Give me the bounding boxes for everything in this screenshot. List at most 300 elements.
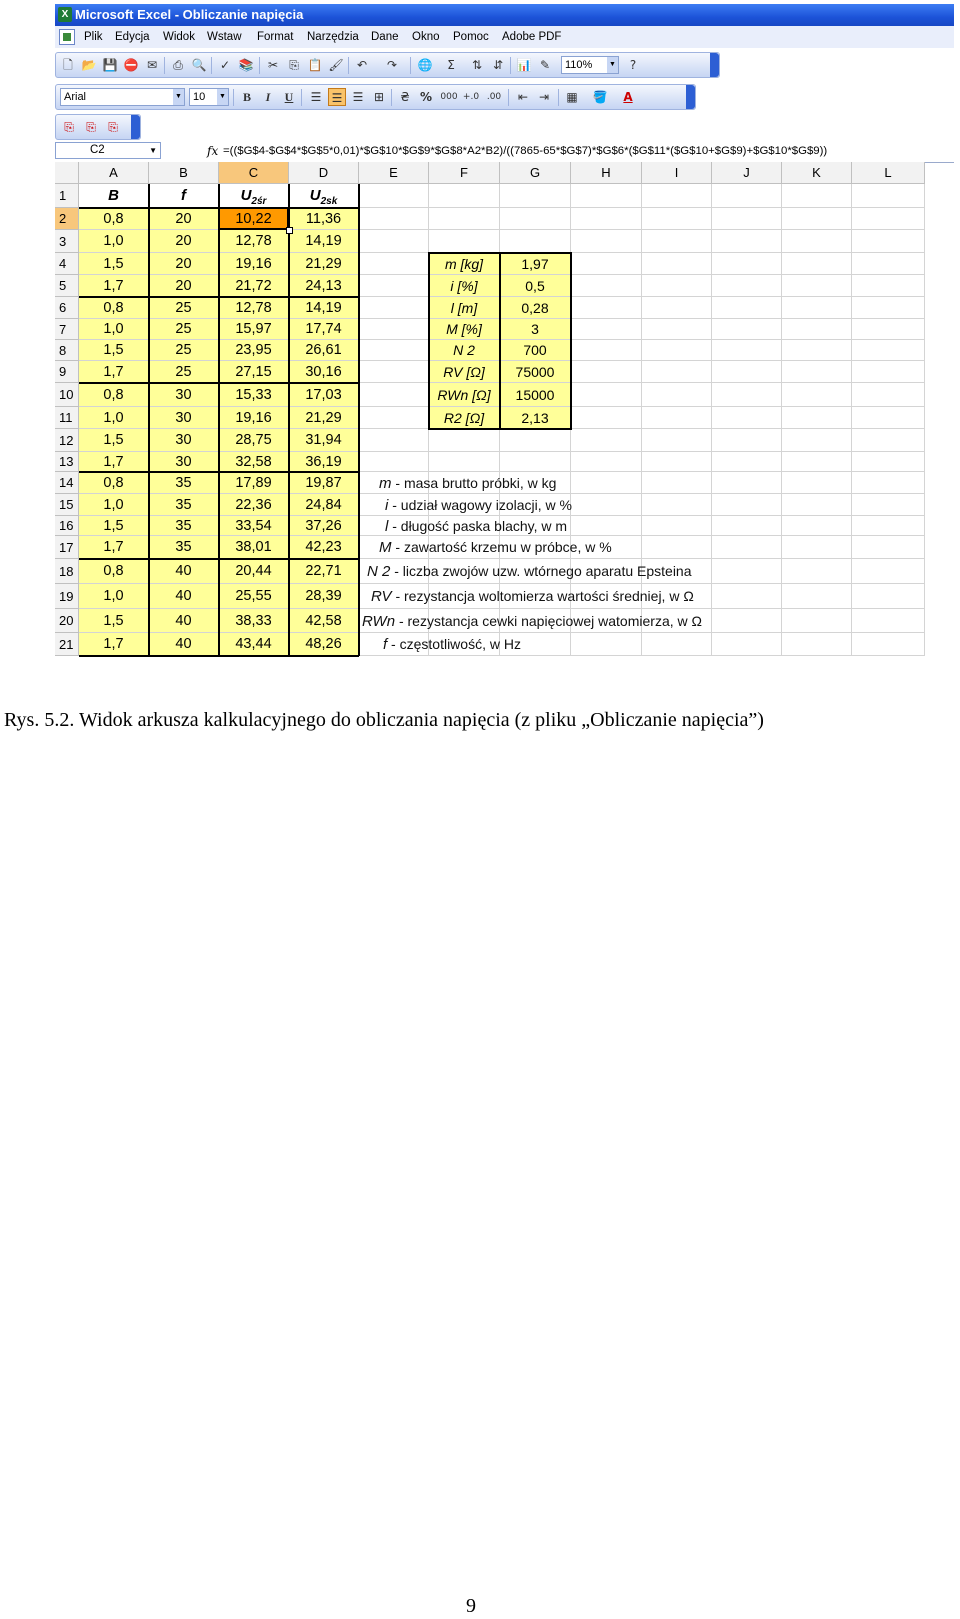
empty-cell[interactable] <box>712 383 782 407</box>
empty-cell[interactable] <box>782 383 852 407</box>
table-cell[interactable]: 25 <box>149 361 219 383</box>
empty-cell[interactable] <box>782 208 852 230</box>
chevron-down-icon[interactable]: ▼ <box>217 89 228 105</box>
align-center-icon[interactable]: ☰ <box>328 88 346 106</box>
empty-cell[interactable] <box>571 275 642 297</box>
table-cell[interactable]: 21,29 <box>289 407 359 429</box>
empty-cell[interactable] <box>712 584 782 609</box>
empty-cell[interactable] <box>642 253 712 275</box>
drawing-icon[interactable]: ✎ <box>539 58 551 72</box>
font-color-icon[interactable]: A <box>623 90 633 104</box>
empty-cell[interactable] <box>571 230 642 253</box>
redo-icon[interactable]: ↷ <box>386 58 398 72</box>
table-cell[interactable]: 31,94 <box>289 429 359 452</box>
fill-color-icon[interactable]: 🪣 <box>592 90 608 104</box>
column-header-F[interactable]: F <box>429 162 500 184</box>
table-cell[interactable]: 15,33 <box>219 383 289 407</box>
table-cell[interactable]: 0,8 <box>79 297 149 319</box>
table-cell[interactable]: 25 <box>149 319 219 340</box>
table-cell[interactable]: 20 <box>149 275 219 297</box>
empty-cell[interactable] <box>782 184 852 208</box>
empty-cell[interactable] <box>642 633 712 656</box>
empty-cell[interactable] <box>571 633 642 656</box>
table-cell[interactable]: 22,71 <box>289 559 359 584</box>
empty-cell[interactable] <box>852 429 925 452</box>
empty-cell[interactable] <box>852 407 925 429</box>
autosum-icon[interactable]: Σ <box>447 58 455 72</box>
thousands-button[interactable]: 000 <box>440 92 458 102</box>
empty-cell[interactable] <box>712 253 782 275</box>
empty-cell[interactable] <box>642 494 712 516</box>
empty-cell[interactable] <box>642 184 712 208</box>
font-size-select[interactable] <box>189 88 229 106</box>
empty-cell[interactable] <box>359 184 429 208</box>
table-cell[interactable]: 0,8 <box>79 472 149 494</box>
empty-cell[interactable] <box>642 383 712 407</box>
column-header-D[interactable]: D <box>289 162 359 184</box>
empty-cell[interactable] <box>782 516 852 536</box>
table-cell[interactable]: 40 <box>149 584 219 609</box>
empty-cell[interactable] <box>642 208 712 230</box>
empty-cell[interactable] <box>571 472 642 494</box>
empty-cell[interactable] <box>782 609 852 633</box>
formula-input[interactable]: =(($G$4-$G$4*$G$5*0,01)*$G$10*$G$9*$G$8*A2*B2)/((7865-65*$G$7)*$G$6*($G$11*($G$10+$G$9)+$G$10*$G$9)) <box>223 145 828 157</box>
pdf-email-icon[interactable]: ⎘ <box>86 120 96 134</box>
menu-item-1[interactable]: Edycja <box>115 31 150 43</box>
empty-cell[interactable] <box>782 297 852 319</box>
empty-cell[interactable] <box>852 609 925 633</box>
empty-cell[interactable] <box>642 230 712 253</box>
empty-cell[interactable] <box>571 407 642 429</box>
table-cell[interactable]: 40 <box>149 559 219 584</box>
empty-cell[interactable] <box>782 536 852 559</box>
row-header-11[interactable]: 11 <box>55 407 79 429</box>
table-cell[interactable]: 24,13 <box>289 275 359 297</box>
empty-cell[interactable] <box>500 230 571 253</box>
table-cell[interactable]: 43,44 <box>219 633 289 656</box>
menu-item-6[interactable]: Dane <box>371 31 399 43</box>
table-cell[interactable]: 35 <box>149 472 219 494</box>
table-cell[interactable]: 1,0 <box>79 230 149 253</box>
row-header-20[interactable]: 20 <box>55 609 79 633</box>
empty-cell[interactable] <box>571 429 642 452</box>
empty-cell[interactable] <box>642 297 712 319</box>
table-cell[interactable]: 33,54 <box>219 516 289 536</box>
table-cell[interactable]: 36,19 <box>289 452 359 472</box>
increase-decimal-icon[interactable]: +.0 <box>462 92 480 102</box>
empty-cell[interactable] <box>712 407 782 429</box>
empty-cell[interactable] <box>712 472 782 494</box>
table-header-cell[interactable]: B <box>79 184 149 208</box>
empty-cell[interactable] <box>359 429 429 452</box>
empty-cell[interactable] <box>359 361 429 383</box>
table-cell[interactable]: 1,5 <box>79 253 149 275</box>
fill-handle[interactable] <box>286 227 293 234</box>
table-cell[interactable]: 1,0 <box>79 407 149 429</box>
param-value[interactable]: 3 <box>500 319 571 340</box>
empty-cell[interactable] <box>852 452 925 472</box>
empty-cell[interactable] <box>500 208 571 230</box>
table-header-cell[interactable] <box>289 184 359 208</box>
table-cell[interactable]: 25 <box>149 340 219 361</box>
table-cell[interactable]: 1,5 <box>79 340 149 361</box>
row-header-8[interactable]: 8 <box>55 340 79 361</box>
table-cell[interactable]: 1,7 <box>79 536 149 559</box>
empty-cell[interactable] <box>712 184 782 208</box>
italic-button[interactable]: I <box>265 90 271 104</box>
increase-indent-icon[interactable]: ⇥ <box>538 90 550 104</box>
table-cell[interactable]: 0,8 <box>79 208 149 230</box>
empty-cell[interactable] <box>852 494 925 516</box>
merge-center-icon[interactable]: ⊞ <box>373 90 385 104</box>
bold-button[interactable]: B <box>242 90 251 104</box>
table-cell[interactable]: 12,78 <box>219 297 289 319</box>
empty-cell[interactable] <box>852 383 925 407</box>
table-cell[interactable]: 19,87 <box>289 472 359 494</box>
empty-cell[interactable] <box>500 184 571 208</box>
table-cell[interactable]: 20 <box>149 208 219 230</box>
empty-cell[interactable] <box>642 536 712 559</box>
empty-cell[interactable] <box>712 208 782 230</box>
table-cell[interactable]: 35 <box>149 494 219 516</box>
table-cell[interactable]: 15,97 <box>219 319 289 340</box>
row-header-13[interactable]: 13 <box>55 452 79 472</box>
empty-cell[interactable] <box>359 275 429 297</box>
empty-cell[interactable] <box>712 516 782 536</box>
format-painter-icon[interactable]: 🖌 <box>328 58 344 72</box>
column-header-C[interactable]: C <box>219 162 289 184</box>
param-value[interactable]: 75000 <box>500 361 571 383</box>
menu-item-4[interactable]: Format <box>257 31 294 43</box>
menu-item-3[interactable]: Wstaw <box>207 31 242 43</box>
table-cell[interactable]: 17,74 <box>289 319 359 340</box>
empty-cell[interactable] <box>712 494 782 516</box>
empty-cell[interactable] <box>782 340 852 361</box>
empty-cell[interactable] <box>712 452 782 472</box>
param-value[interactable]: 700 <box>500 340 571 361</box>
empty-cell[interactable] <box>359 407 429 429</box>
empty-cell[interactable] <box>571 253 642 275</box>
table-cell[interactable]: 38,33 <box>219 609 289 633</box>
empty-cell[interactable] <box>429 208 500 230</box>
empty-cell[interactable] <box>642 361 712 383</box>
empty-cell[interactable] <box>782 253 852 275</box>
empty-cell[interactable] <box>642 407 712 429</box>
table-cell[interactable]: 0,8 <box>79 383 149 407</box>
empty-cell[interactable] <box>712 297 782 319</box>
empty-cell[interactable] <box>571 494 642 516</box>
empty-cell[interactable] <box>500 429 571 452</box>
underline-button[interactable]: U <box>284 90 294 104</box>
table-cell[interactable]: 40 <box>149 633 219 656</box>
row-header-4[interactable]: 4 <box>55 253 79 275</box>
table-cell[interactable]: 22,36 <box>219 494 289 516</box>
menu-item-5[interactable]: Narzędzia <box>307 31 359 43</box>
table-cell[interactable]: 42,23 <box>289 536 359 559</box>
empty-cell[interactable] <box>500 452 571 472</box>
table-cell[interactable]: 32,58 <box>219 452 289 472</box>
column-header-H[interactable]: H <box>571 162 642 184</box>
table-cell[interactable]: 28,39 <box>289 584 359 609</box>
chevron-down-icon[interactable]: ▼ <box>149 146 157 155</box>
empty-cell[interactable] <box>852 208 925 230</box>
borders-icon[interactable]: ▦ <box>566 90 578 104</box>
table-cell[interactable]: 26,61 <box>289 340 359 361</box>
empty-cell[interactable] <box>852 584 925 609</box>
row-header-21[interactable]: 21 <box>55 633 79 656</box>
chevron-down-icon[interactable]: ▼ <box>173 89 184 105</box>
table-cell[interactable]: 25,55 <box>219 584 289 609</box>
empty-cell[interactable] <box>712 559 782 584</box>
table-cell[interactable]: 30,16 <box>289 361 359 383</box>
empty-cell[interactable] <box>782 584 852 609</box>
table-cell[interactable]: 10,22 <box>219 208 289 230</box>
row-header-18[interactable]: 18 <box>55 559 79 584</box>
table-cell[interactable]: 40 <box>149 609 219 633</box>
menu-item-8[interactable]: Pomoc <box>453 31 489 43</box>
help-icon[interactable]: ? <box>629 58 637 72</box>
param-value[interactable]: 15000 <box>500 383 571 407</box>
table-cell[interactable]: 42,58 <box>289 609 359 633</box>
row-header-10[interactable]: 10 <box>55 383 79 407</box>
empty-cell[interactable] <box>359 319 429 340</box>
empty-cell[interactable] <box>571 516 642 536</box>
empty-cell[interactable] <box>782 361 852 383</box>
row-header-3[interactable]: 3 <box>55 230 79 253</box>
empty-cell[interactable] <box>852 297 925 319</box>
table-cell[interactable]: 1,0 <box>79 584 149 609</box>
save-icon[interactable]: 💾 <box>102 58 118 72</box>
empty-cell[interactable] <box>782 275 852 297</box>
param-value[interactable]: 1,97 <box>500 253 571 275</box>
empty-cell[interactable] <box>359 297 429 319</box>
empty-cell[interactable] <box>852 319 925 340</box>
empty-cell[interactable] <box>712 361 782 383</box>
empty-cell[interactable] <box>571 340 642 361</box>
table-cell[interactable]: 1,5 <box>79 429 149 452</box>
param-value[interactable]: 0,28 <box>500 297 571 319</box>
empty-cell[interactable] <box>782 559 852 584</box>
empty-cell[interactable] <box>712 429 782 452</box>
empty-cell[interactable] <box>852 472 925 494</box>
table-cell[interactable]: 17,89 <box>219 472 289 494</box>
table-cell[interactable]: 14,19 <box>289 230 359 253</box>
empty-cell[interactable] <box>852 253 925 275</box>
toolbar-options-icon[interactable] <box>710 53 719 77</box>
param-value[interactable]: 2,13 <box>500 407 571 429</box>
empty-cell[interactable] <box>852 633 925 656</box>
column-header-L[interactable]: L <box>852 162 925 184</box>
table-cell[interactable]: 1,7 <box>79 275 149 297</box>
insert-function-icon[interactable]: fx <box>207 144 219 158</box>
empty-cell[interactable] <box>429 184 500 208</box>
table-cell[interactable]: 1,7 <box>79 452 149 472</box>
empty-cell[interactable] <box>429 452 500 472</box>
param-label[interactable]: m [kg] <box>429 253 500 275</box>
table-cell[interactable]: 23,95 <box>219 340 289 361</box>
table-cell[interactable]: 37,26 <box>289 516 359 536</box>
table-cell[interactable]: 20 <box>149 253 219 275</box>
empty-cell[interactable] <box>852 340 925 361</box>
row-header-15[interactable]: 15 <box>55 494 79 516</box>
table-cell[interactable]: 1,7 <box>79 633 149 656</box>
table-header-cell[interactable] <box>219 184 289 208</box>
table-cell[interactable]: 20 <box>149 230 219 253</box>
table-cell[interactable]: 17,03 <box>289 383 359 407</box>
new-document-icon[interactable]: 🗋 <box>63 58 73 72</box>
column-header-B[interactable]: B <box>149 162 219 184</box>
empty-cell[interactable] <box>571 383 642 407</box>
param-label[interactable]: R2 [Ω] <box>429 407 500 429</box>
empty-cell[interactable] <box>782 230 852 253</box>
table-cell[interactable]: 20,44 <box>219 559 289 584</box>
chevron-down-icon[interactable]: ▼ <box>607 57 618 73</box>
email-icon[interactable]: ✉ <box>146 58 158 72</box>
table-cell[interactable]: 14,19 <box>289 297 359 319</box>
empty-cell[interactable] <box>712 275 782 297</box>
toolbar-options-icon[interactable] <box>131 115 140 139</box>
open-folder-icon[interactable]: 📂 <box>81 58 97 72</box>
empty-cell[interactable] <box>571 319 642 340</box>
align-left-icon[interactable]: ☰ <box>310 90 322 104</box>
column-header-E[interactable]: E <box>359 162 429 184</box>
empty-cell[interactable] <box>359 383 429 407</box>
table-cell[interactable]: 21,72 <box>219 275 289 297</box>
row-header-1[interactable]: 1 <box>55 184 79 208</box>
chart-wizard-icon[interactable]: 📊 <box>516 58 532 72</box>
table-cell[interactable]: 30 <box>149 452 219 472</box>
empty-cell[interactable] <box>712 633 782 656</box>
pdf-review-icon[interactable]: ⎘ <box>108 120 118 134</box>
table-cell[interactable]: 1,5 <box>79 609 149 633</box>
empty-cell[interactable] <box>642 516 712 536</box>
cut-icon[interactable]: ✂ <box>267 58 279 72</box>
document-icon[interactable] <box>59 29 75 45</box>
empty-cell[interactable] <box>782 429 852 452</box>
table-cell[interactable]: 35 <box>149 516 219 536</box>
table-cell[interactable]: 28,75 <box>219 429 289 452</box>
table-cell[interactable]: 30 <box>149 407 219 429</box>
table-cell[interactable]: 11,36 <box>289 208 359 230</box>
table-cell[interactable]: 19,16 <box>219 407 289 429</box>
empty-cell[interactable] <box>852 559 925 584</box>
row-header-14[interactable]: 14 <box>55 472 79 494</box>
row-header-16[interactable]: 16 <box>55 516 79 536</box>
empty-cell[interactable] <box>571 208 642 230</box>
table-cell[interactable]: 1,0 <box>79 319 149 340</box>
empty-cell[interactable] <box>571 361 642 383</box>
empty-cell[interactable] <box>712 609 782 633</box>
font-name-select[interactable] <box>60 88 185 106</box>
undo-icon[interactable]: ↶ <box>356 58 368 72</box>
row-header-12[interactable]: 12 <box>55 429 79 452</box>
table-cell[interactable]: 48,26 <box>289 633 359 656</box>
research-icon[interactable]: 📚 <box>238 58 254 72</box>
column-header-J[interactable]: J <box>712 162 782 184</box>
column-header-G[interactable]: G <box>500 162 571 184</box>
empty-cell[interactable] <box>782 494 852 516</box>
param-label[interactable]: M [%] <box>429 319 500 340</box>
decrease-decimal-icon[interactable]: .00 <box>486 92 502 102</box>
sort-descending-icon[interactable]: ⇵ <box>492 58 504 72</box>
empty-cell[interactable] <box>642 429 712 452</box>
table-cell[interactable]: 30 <box>149 429 219 452</box>
param-label[interactable]: RWn [Ω] <box>429 383 500 407</box>
hyperlink-icon[interactable]: 🌐 <box>417 58 433 72</box>
zoom-select[interactable] <box>561 56 619 74</box>
row-header-17[interactable]: 17 <box>55 536 79 559</box>
empty-cell[interactable] <box>571 297 642 319</box>
table-cell[interactable]: 1,5 <box>79 516 149 536</box>
column-header-A[interactable]: A <box>79 162 149 184</box>
percent-button[interactable]: % <box>419 90 433 104</box>
param-label[interactable]: N 2 <box>429 340 500 361</box>
table-cell[interactable]: 30 <box>149 383 219 407</box>
table-cell[interactable]: 19,16 <box>219 253 289 275</box>
table-cell[interactable]: 27,15 <box>219 361 289 383</box>
empty-cell[interactable] <box>429 230 500 253</box>
table-cell[interactable]: 38,01 <box>219 536 289 559</box>
row-header-9[interactable]: 9 <box>55 361 79 383</box>
table-header-cell[interactable]: f <box>149 184 219 208</box>
empty-cell[interactable] <box>782 452 852 472</box>
menu-item-9[interactable]: Adobe PDF <box>502 31 562 43</box>
empty-cell[interactable] <box>852 184 925 208</box>
empty-cell[interactable] <box>642 472 712 494</box>
decrease-indent-icon[interactable]: ⇤ <box>517 90 529 104</box>
empty-cell[interactable] <box>359 230 429 253</box>
empty-cell[interactable] <box>782 407 852 429</box>
menu-item-0[interactable]: Plik <box>84 31 103 43</box>
table-cell[interactable]: 12,78 <box>219 230 289 253</box>
empty-cell[interactable] <box>782 472 852 494</box>
toolbar-options-icon[interactable] <box>686 85 695 109</box>
table-cell[interactable]: 35 <box>149 536 219 559</box>
empty-cell[interactable] <box>359 208 429 230</box>
menu-item-2[interactable]: Widok <box>163 31 195 43</box>
print-preview-icon[interactable]: 🔍 <box>191 58 207 72</box>
paste-icon[interactable]: 📋 <box>307 58 323 72</box>
param-label[interactable]: RV [Ω] <box>429 361 500 383</box>
row-header-5[interactable]: 5 <box>55 275 79 297</box>
table-cell[interactable]: 21,29 <box>289 253 359 275</box>
empty-cell[interactable] <box>712 340 782 361</box>
empty-cell[interactable] <box>712 319 782 340</box>
empty-cell[interactable] <box>782 319 852 340</box>
name-box[interactable] <box>55 142 161 159</box>
empty-cell[interactable] <box>712 230 782 253</box>
row-header-7[interactable]: 7 <box>55 319 79 340</box>
print-icon[interactable]: ⎙ <box>173 58 183 72</box>
align-right-icon[interactable]: ☰ <box>352 90 364 104</box>
empty-cell[interactable] <box>712 536 782 559</box>
select-all-corner[interactable] <box>55 162 79 184</box>
param-value[interactable]: 0,5 <box>500 275 571 297</box>
empty-cell[interactable] <box>429 429 500 452</box>
currency-icon[interactable]: ₴ <box>400 90 410 104</box>
table-cell[interactable]: 24,84 <box>289 494 359 516</box>
empty-cell[interactable] <box>359 340 429 361</box>
copy-icon[interactable]: ⎘ <box>289 58 299 72</box>
sort-ascending-icon[interactable]: ⇅ <box>471 58 483 72</box>
table-cell[interactable]: 0,8 <box>79 559 149 584</box>
column-header-K[interactable]: K <box>782 162 852 184</box>
empty-cell[interactable] <box>571 184 642 208</box>
row-header-2[interactable]: 2 <box>55 208 79 230</box>
empty-cell[interactable] <box>852 275 925 297</box>
menu-item-7[interactable]: Okno <box>412 31 440 43</box>
table-cell[interactable]: 1,7 <box>79 361 149 383</box>
